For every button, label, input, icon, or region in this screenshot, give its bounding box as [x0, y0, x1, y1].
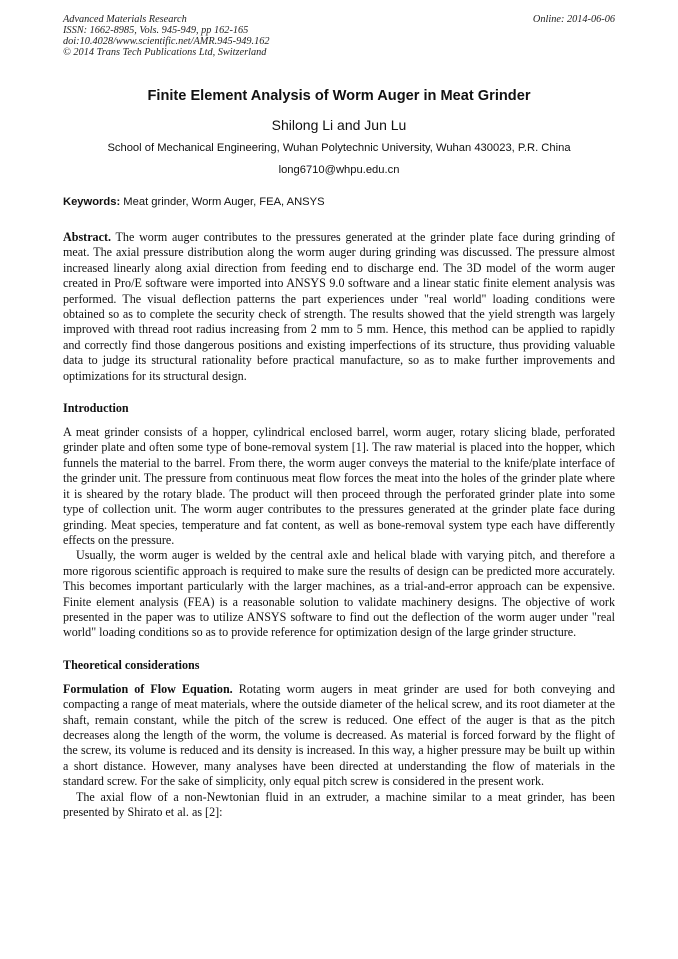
intro-paragraph-2: Usually, the worm auger is welded by the central axle and helical blade with varying pitch, and therefore a more rigorous scientific approach is required to make sure the results of design can be predicted more accurately. This becomes important particularly with the larger machines, as a trial-and-error approach can be expensive. Finite element analysis (FEA) is a reasonable solution to validate machinery designs. The objective of work presented in the paper was to utilize ANSYS software to find out the deflection of the worm auger under "real world" loading conditions so as to provide reference for optimization design of the large grinder structure.: [63, 548, 615, 640]
paper-page: [63, 14, 615, 820]
intro-paragraph-1: A meat grinder consists of a hopper, cylindrical enclosed barrel, worm auger, rotary slicing blade, perforated grinder plate and often some type of bone-removal system [1]. The raw material is placed into the hopper, which funnels the material to the barrel. From there, the worm auger conveys the material to the knife/plate interface of the grinder unit. The pressure from continuous meat flow forces the meat into the holes of the grinder plate where it is sheared by the rotary blade. The product will then proceed through the perforated grinder plate into some type of collection unit. The worm auger contributes to the pressures generated at the grinder plate face during grinding. Meat species, temperature and fat content, as well as bone-removal system type each have differently effects on the pressure.: [63, 425, 615, 547]
online-date: Online: 2014-06-06: [532, 14, 615, 25]
paper-title: Finite Element Analysis of Worm Auger in Meat Grinder: [147, 88, 531, 104]
abstract-text: The worm auger contributes to the pressures generated at the grinder plate face during grinding of meat. The axial pressure distribution along the worm auger during grinding was discussed. The pressure almost increased linearly along axial direction from feeding end to discharge end. The 3D model of the worm auger created in Pro/E software were imported into ANSYS 9.0 software and a linear static finite element analysis was performed. The visual deflection patterns the part experiences under "real world" loading conditions were obtained so as to complete the security check of strength. The results showed that the yield strength was largely improved with thread root radius increasing from 2 mm to 5 mm. Hence, this method can be applied to rapidly and correctly find those dangerous positions and existing imperfections of its structure, thus providing valuable data to judge its structural rationality before practical manufacture, so as to make further improvements and optimizations for its structural design.: [63, 230, 615, 383]
theory-paragraph-2: The axial flow of a non-Newtonian fluid in an extruder, a machine similar to a meat grinder, has been presented by Shirato et al. as [2]:: [63, 789, 615, 819]
subheading-flow-equation: Formulation of Flow Equation.: [63, 681, 233, 696]
keywords: [63, 195, 615, 209]
journal-header: [63, 14, 615, 58]
abstract-label: Abstract.: [63, 230, 112, 244]
theory-paragraph-1: [63, 682, 615, 790]
keywords-text: Meat grinder, Worm Auger, FEA, ANSYS: [120, 196, 325, 208]
section-heading-theoretical: Theoretical considerations: [63, 657, 200, 672]
doi-line: doi:10.4028/www.scientific.net/AMR.945-949.162: [63, 36, 270, 47]
affiliation: School of Mechanical Engineering, Wuhan Polytechnic University, Wuhan 430023, P.R. China: [107, 142, 571, 154]
section-heading-introduction: Introduction: [63, 401, 129, 416]
authors: Shilong Li and Jun Lu: [271, 117, 407, 133]
author-email: long6710@whpu.edu.cn: [278, 164, 400, 176]
theory-paragraph-1-text: Rotating worm augers in meat grinder are used for both conveying and compacting a range of meat materials, where the outside diameter of the helical screw, and its root diameter at the shaft, remain constant, while the pitch of the screw is reduced. One effect of the auger is that as the pitch decreases along the length of the worm, the volume is decreased. As material is forced forward by the flight of the screw, its volume is reduced and its density is increased. In this way, a higher pressure may be built up within a short distance. However, many analyses have been directed at understanding the flow of materials in the standard screw. For the sake of simplicity, only equal pitch screw is considered in the present work.: [63, 681, 615, 789]
abstract: [63, 230, 615, 384]
keywords-label: Keywords:: [63, 196, 121, 208]
copyright-line: © 2014 Trans Tech Publications Ltd, Switzerland: [63, 47, 267, 58]
journal-name: Advanced Materials Research: [63, 14, 187, 25]
issn-line: ISSN: 1662-8985, Vols. 945-949, pp 162-165: [63, 25, 249, 36]
